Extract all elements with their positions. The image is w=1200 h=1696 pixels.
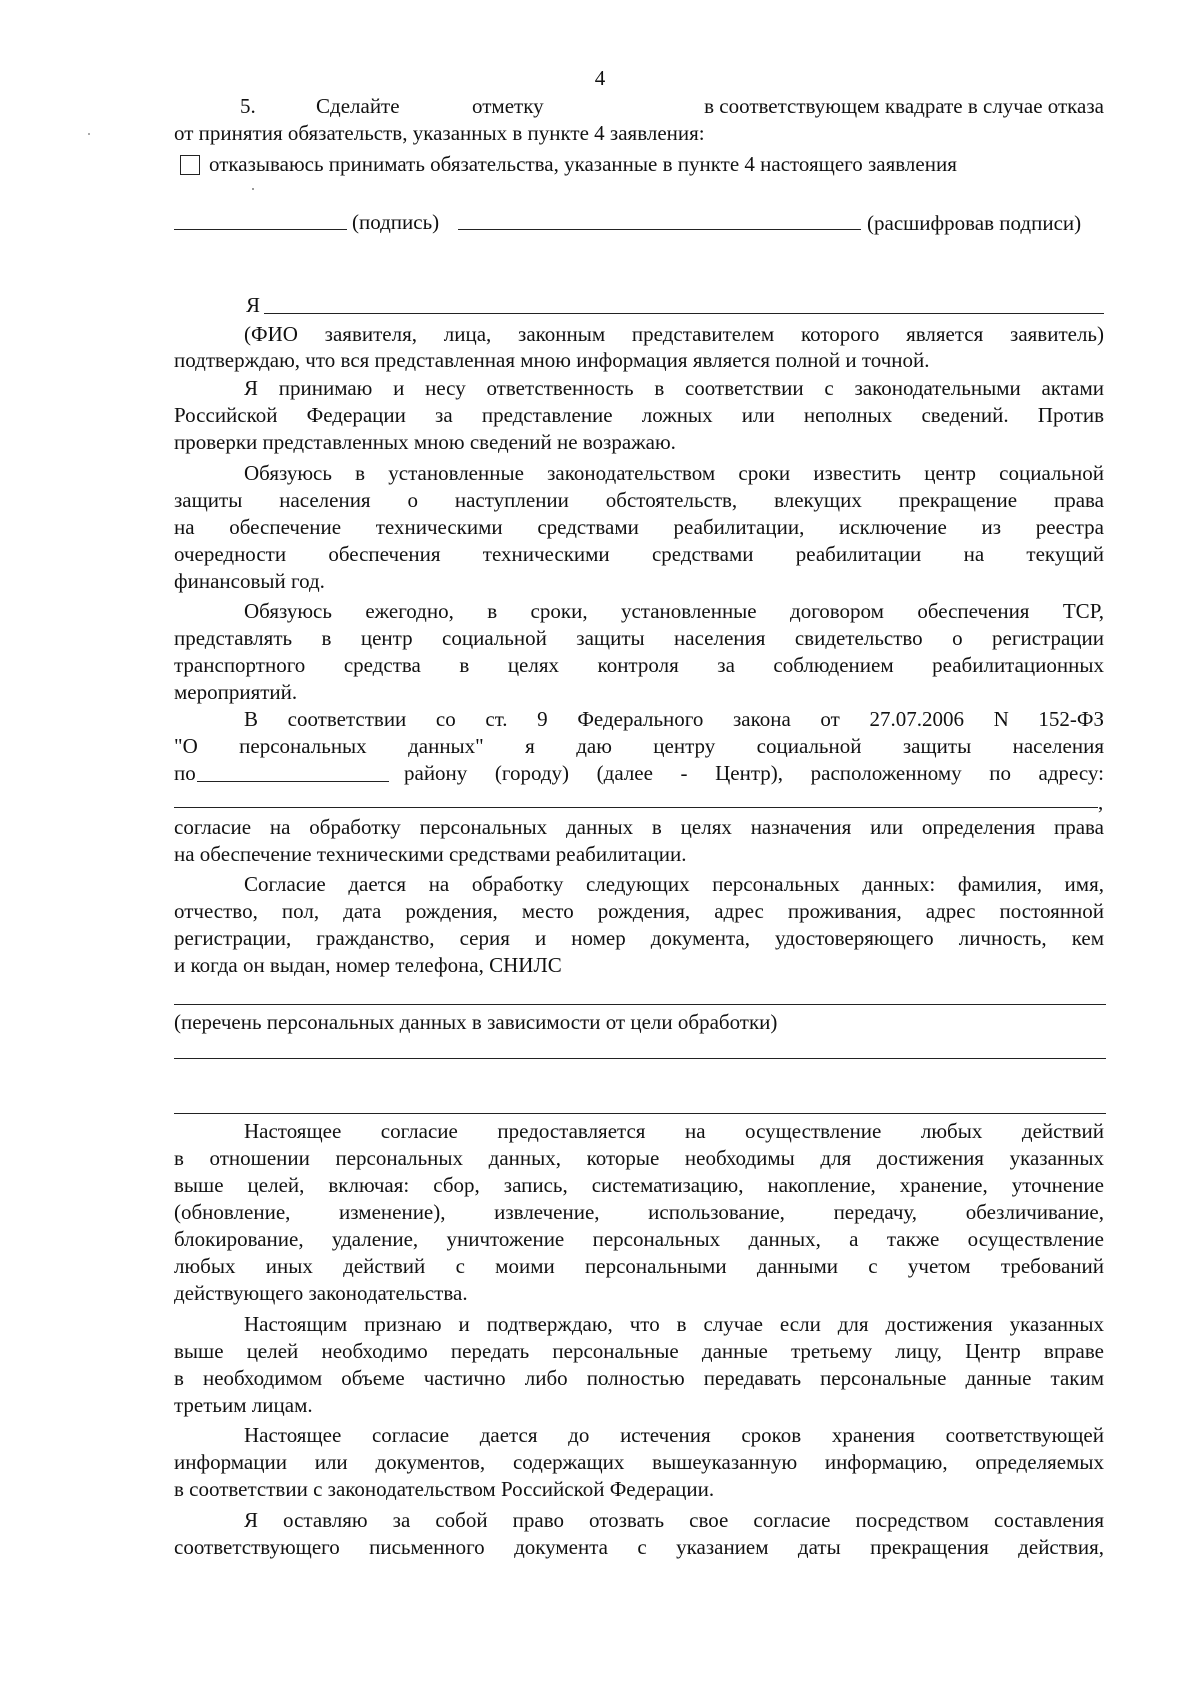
page-number: 4 bbox=[594, 66, 606, 90]
signature-line[interactable] bbox=[174, 229, 347, 230]
consent-line-2: "О персональных данных" я даю центру социальной защиты населения bbox=[174, 734, 1104, 758]
actions-line-5: блокирование, удаление, уничтожение персональных данных, а также осуществление bbox=[174, 1227, 1104, 1251]
datalist-extra-line-2[interactable] bbox=[174, 1058, 1106, 1059]
item5-line2: от принятия обязательств, указанных в пункте 4 заявления: bbox=[174, 121, 705, 145]
item5-word-mark: отметку bbox=[472, 94, 544, 118]
term-line-2: информации или документов, содержащих вышеуказанную информацию, определяемых bbox=[174, 1450, 1104, 1474]
yearly-line-4: мероприятий. bbox=[174, 680, 298, 704]
actions-line-6: любых иных действий с моими персональными данными с учетом требований bbox=[174, 1254, 1104, 1278]
notify-line-1: Обязуюсь в установленные законодательством сроки известить центр социальной bbox=[244, 461, 1104, 485]
datalist-line-2: отчество, пол, дата рождения, место рождения, адрес проживания, адрес постоянной bbox=[174, 899, 1104, 923]
consent-line3-prefix: по bbox=[174, 761, 196, 785]
address-line[interactable] bbox=[174, 807, 1098, 808]
revoke-line-1: Я оставляю за собой право отозвать свое согласие посредством составления bbox=[244, 1508, 1104, 1532]
address-comma: , bbox=[1098, 790, 1104, 814]
fio-line[interactable] bbox=[264, 313, 1104, 314]
item5-word-rest: в соответствующем квадрате в случае отказа bbox=[704, 94, 1104, 118]
consent-line3-suffix: району (городу) (далее - Центр), расположенному по адресу: bbox=[404, 761, 1104, 785]
thirdparty-line-3: в необходимом объеме частично либо полностью передавать персональные данные таким bbox=[174, 1366, 1104, 1390]
signature-label: (подпись) bbox=[352, 210, 440, 234]
purpose-line-2: на обеспечение техническими средствами реабилитации. bbox=[174, 842, 687, 866]
thirdparty-line-1: Настоящим признаю и подтверждаю, что в случае если для достижения указанных bbox=[244, 1312, 1104, 1336]
district-line[interactable] bbox=[197, 781, 389, 782]
notify-line-5: финансовый год. bbox=[174, 569, 325, 593]
resp-line-3: проверки представленных мною сведений не возражаю. bbox=[174, 430, 676, 454]
yearly-line-3: транспортного средства в целях контроля за соблюдением реабилитационных bbox=[174, 653, 1104, 677]
item5-number: 5. bbox=[240, 94, 256, 118]
signature-decode-label: (расшифровав подписи) bbox=[867, 211, 1082, 235]
revoke-line-2: соответствующего письменного документа с указанием даты прекращения действия, bbox=[174, 1535, 1104, 1559]
notify-line-3: на обеспечение техническими средствами реабилитации, исключение из реестра bbox=[174, 515, 1104, 539]
scan-speck bbox=[252, 188, 254, 190]
refuse-checkbox[interactable] bbox=[180, 155, 200, 175]
actions-line-7: действующего законодательства. bbox=[174, 1281, 468, 1305]
actions-line-4: (обновление, изменение), извлечение, использование, передачу, обезличивание, bbox=[174, 1200, 1104, 1224]
refuse-checkbox-label: отказываюсь принимать обязательства, указанные в пункте 4 настоящего заявления bbox=[209, 152, 957, 176]
datalist-extra-line-1[interactable] bbox=[174, 1004, 1106, 1005]
datalist-line-4: и когда он выдан, номер телефона, СНИЛС bbox=[174, 953, 562, 977]
fio-hint: (ФИО заявителя, лица, законным представителем которого является заявитель) bbox=[244, 322, 1104, 346]
declaration-ya: Я bbox=[246, 293, 261, 317]
signature-decode-line[interactable] bbox=[458, 229, 861, 230]
actions-line-1: Настоящее согласие предоставляется на осуществление любых действий bbox=[244, 1119, 1104, 1143]
yearly-line-2: представлять в центр социальной защиты населения свидетельство о регистрации bbox=[174, 626, 1104, 650]
purpose-line-1: согласие на обработку персональных данных в целях назначения или определения права bbox=[174, 815, 1104, 839]
datalist-line-1: Согласие дается на обработку следующих персональных данных: фамилия, имя, bbox=[244, 872, 1104, 896]
term-line-3: в соответствии с законодательством Российской Федерации. bbox=[174, 1477, 715, 1501]
declaration-confirm: подтверждаю, что вся представленная мною информация является полной и точной. bbox=[174, 348, 930, 372]
yearly-line-1: Обязуюсь ежегодно, в сроки, установленные договором обеспечения ТСР, bbox=[244, 599, 1104, 623]
item5-word-make: Сделайте bbox=[316, 94, 400, 118]
thirdparty-line-4: третьим лицам. bbox=[174, 1393, 313, 1417]
notify-line-4: очередности обеспечения техническими средствами реабилитации на текущий bbox=[174, 542, 1104, 566]
datalist-line-3: регистрации, гражданство, серия и номер документа, удостоверяющего личность, кем bbox=[174, 926, 1104, 950]
consent-line-1: В соответствии со ст. 9 Федерального закона от 27.07.2006 N 152-ФЗ bbox=[244, 707, 1104, 731]
term-line-1: Настоящее согласие дается до истечения сроков хранения соответствующей bbox=[244, 1423, 1104, 1447]
thirdparty-line-2: выше целей необходимо передать персональные данные третьему лицу, Центр вправе bbox=[174, 1339, 1104, 1363]
resp-line-1: Я принимаю и несу ответственность в соответствии с законодательными актами bbox=[244, 376, 1104, 400]
datalist-extra-line-3[interactable] bbox=[174, 1113, 1106, 1114]
resp-line-2: Российской Федерации за представление ложных или неполных сведений. Против bbox=[174, 403, 1104, 427]
actions-line-3: выше целей, включая: сбор, запись, систематизацию, накопление, хранение, уточнение bbox=[174, 1173, 1104, 1197]
actions-line-2: в отношении персональных данных, которые необходимы для достижения указанных bbox=[174, 1146, 1104, 1170]
scan-speck bbox=[88, 133, 90, 135]
notify-line-2: защиты населения о наступлении обстоятельств, влекущих прекращение права bbox=[174, 488, 1104, 512]
datalist-hint: (перечень персональных данных в зависимости от цели обработки) bbox=[174, 1010, 778, 1034]
